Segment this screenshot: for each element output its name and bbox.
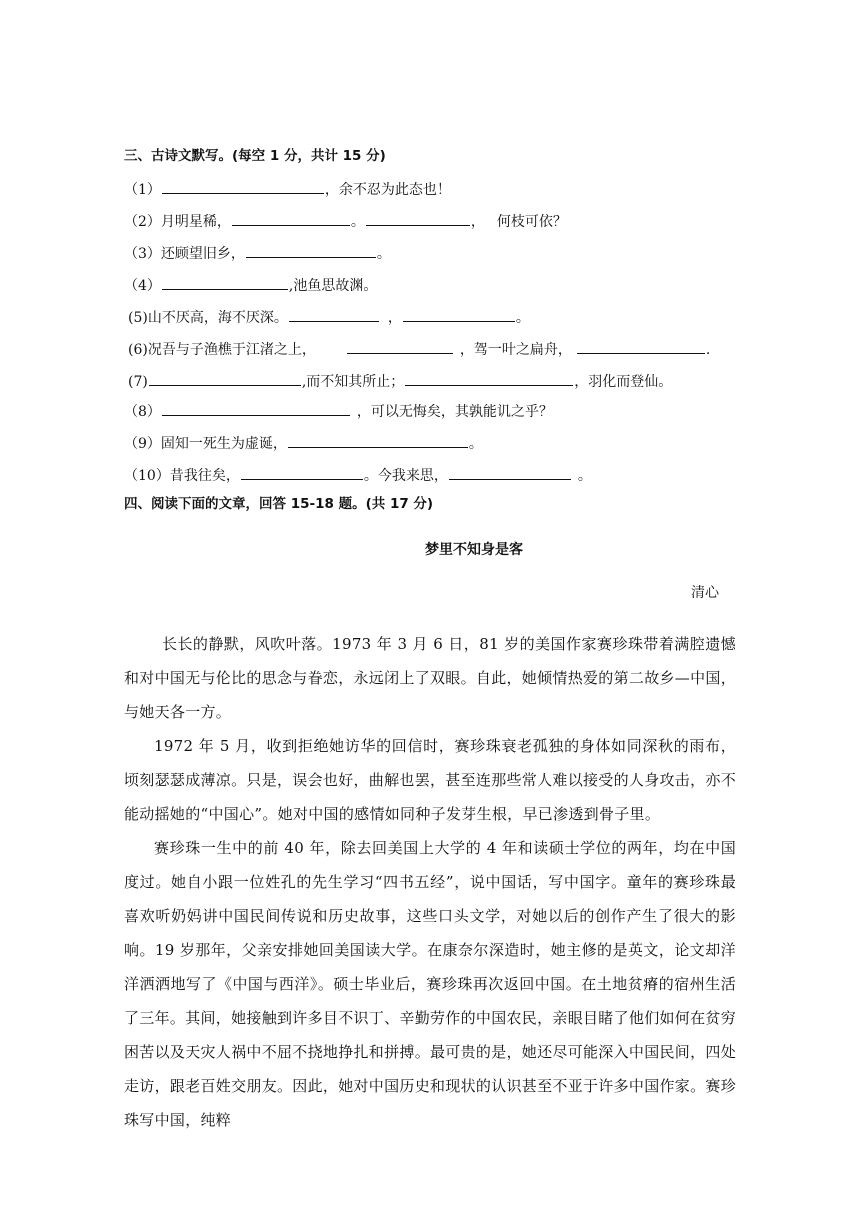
answer-blank[interactable] [405,370,573,386]
line-number: （2） [124,214,161,230]
line-text: ，可以无悔矣，其孰能讥之乎？ [356,404,553,420]
article-paragraph-2: 1972 年 5 月，收到拒绝她访华的回信时，赛珍珠衰老孤独的身体如同深秋的雨布，顷刻瑟瑟成薄凉。只是，误会也好，曲解也罢，甚至连那些常人难以接受的人身攻击，亦不能动摇她的“中国心”。她对中国的感情如同种子发芽生根，早已渗透到骨子里。 [124,737,737,823]
answer-blank[interactable] [347,338,453,354]
line-text: 。 [577,468,592,484]
answer-blank[interactable] [403,306,515,322]
answer-blank[interactable] [577,338,705,354]
line-text: 何枝可依？ [496,214,567,230]
poem-line-5 [128,306,530,328]
line-text: ,池鱼思故渊。 [288,278,378,294]
answer-blank[interactable] [366,210,470,226]
line-text: . [705,342,711,358]
line-text: 固知一死生为虚诞， [160,436,287,452]
poem-line-8 [124,400,553,422]
line-number: （8） [124,404,161,420]
line-number: （3） [124,246,161,262]
line-text: ,而不知其所止； [301,374,405,390]
poem-line-3 [124,242,391,264]
poem-line-4 [124,274,377,296]
section3-heading: 三、古诗文默写。(每空 1 分，共计 15 分) [124,148,386,164]
line-number: （4） [124,278,161,294]
line-text: 况吾与子渔樵于江渚之上， [147,342,316,358]
poem-line-9 [124,432,483,454]
article-paragraph-3: 赛珍珠一生中的前 40 年，除去回美国上大学的 4 年和读硕士学位的两年，均在中国度过。她自小跟一位姓孔的先生学习“四书五经”，说中国话，写中国字。童年的赛珍珠最喜欢听奶妈讲中国民间传说和历史故事，这些口头文学，对她以后的创作产生了很大的影响。19 岁那年，父亲安排她回美国读大学。在康奈尔深造时，她主修的是英文，论文却洋洋洒洒地写了《中国与西洋》。硕士毕业后，赛珍珠再次返回中国。在土地贫瘠的宿州生活了三年。其间，她接触到许多目不识丁、辛勤劳作的中国农民，亲眼目睹了他们如何在贫穷困苦以及天灾人祸中不屈不挠地挣扎和拼搏。最可贵的是，她还尽可能深入中国民间，四处走访，跟老百姓交朋友。因此，她对中国历史和现状的认识甚至不亚于许多中国作家。赛珍珠写中国，纯粹 [124,839,737,1129]
answer-blank[interactable] [246,242,376,258]
answer-blank[interactable] [449,464,571,480]
article-title: 梦里不知身是客 [425,542,523,558]
article-author: 清心 [691,585,719,601]
answer-blank[interactable] [149,370,301,386]
line-text: ，余不忍为此态也！ [324,182,451,198]
line-number: (5) [128,310,148,326]
line-number: (7) [128,374,148,390]
answer-blank[interactable] [241,464,363,480]
answer-blank[interactable] [288,432,468,448]
section4-heading: 四、阅读下面的文章，回答 15-18 题。(共 17 分) [124,496,434,512]
line-text: 。 [376,246,391,262]
line-text: ， [387,310,402,326]
line-text: 。 [515,310,530,326]
line-text: 。 [468,436,483,452]
poem-line-10 [124,464,592,486]
poem-line-7 [128,370,672,392]
answer-blank[interactable] [162,178,324,194]
answer-blank[interactable] [232,210,350,226]
line-number: (6) [128,342,148,358]
answer-blank[interactable] [162,274,288,290]
line-text: ，羽化而登仙。 [574,374,673,390]
line-text: 月明星稀， [160,214,231,230]
line-number: （9） [124,436,161,452]
article-paragraph-1: 长长的静默，风吹叶落。1973 年 3 月 6 日，81 岁的美国作家赛珍珠带着满腔遗憾和对中国无与伦比的思念与眷恋，永远闭上了双眼。自此，她倾情热爱的第二故乡—中国，与她天各一方。 [124,635,737,721]
poem-line-6 [128,338,710,360]
answer-blank[interactable] [289,306,379,322]
line-text: 还顾望旧乡， [160,246,245,262]
line-text: 。 [350,214,365,230]
answer-blank[interactable] [162,400,350,416]
poem-line-2 [124,210,567,232]
line-number: （1） [124,182,161,198]
line-text: 昔我往矣， [169,468,240,484]
line-text: 。今我来思， [363,468,448,484]
line-text: ，驾一叶之扁舟， [459,342,572,358]
line-text: 山不厌高，海不厌深。 [147,310,288,326]
line-number: （10） [124,468,170,484]
poem-line-1 [124,178,451,200]
line-text: ， [470,214,485,230]
